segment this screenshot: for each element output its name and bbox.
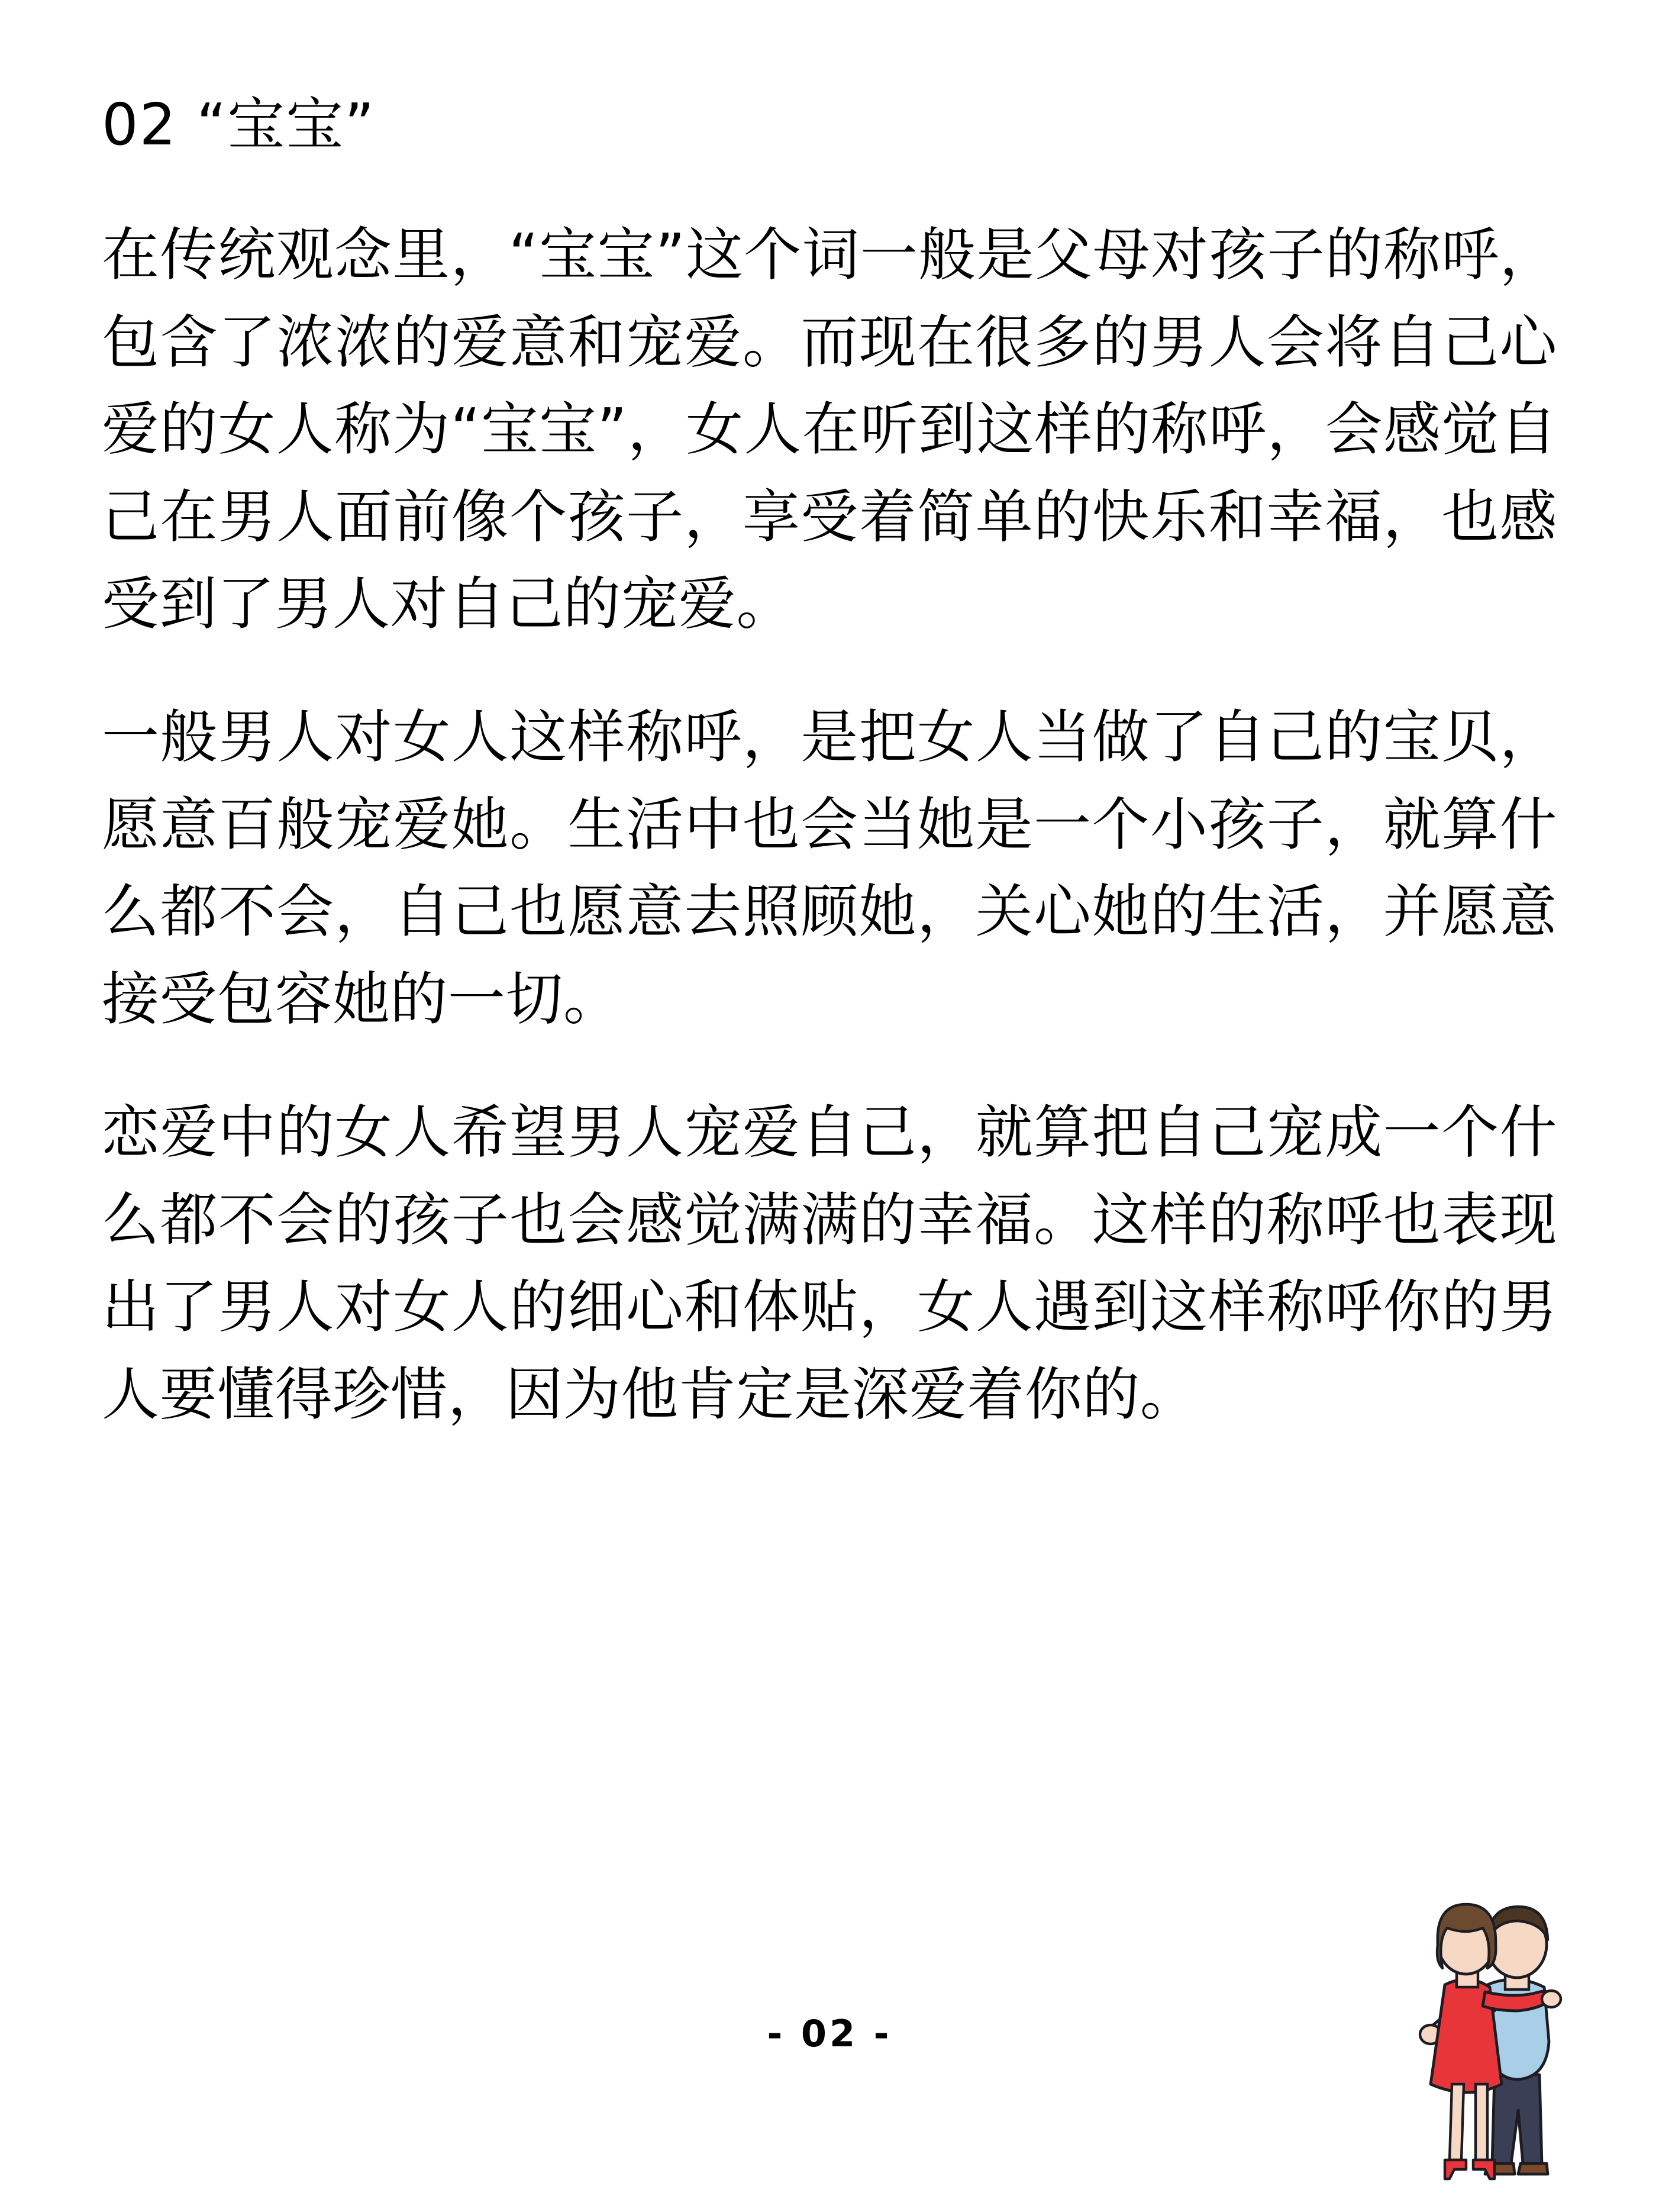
body-paragraph-1: 在传统观念里，“宝宝”这个词一般是父母对孩子的称呼，包含了浓浓的爱意和宠爱。而现在很多的男人会将自己心爱的女人称为“宝宝”，女人在听到这样的称呼，会感觉自己在男人面前像个孩子，享受着简单的快乐和幸福，也感受到了男人对自己的宠爱。	[102, 221, 1557, 637]
page-number: - 02 -	[767, 2012, 892, 2055]
body-paragraph-2: 一般男人对女人这样称呼，是把女人当做了自己的宝贝，愿意百般宠爱她。生活中也会当她是一个小孩子，就算什么都不会，自己也愿意去照顾她，关心她的生活，并愿意接受包容她的一切。	[102, 704, 1557, 1033]
couple-hugging-illustration	[1331, 1876, 1639, 2195]
page-title: 02 “宝宝”	[102, 91, 376, 158]
body-paragraph-3: 恋爱中的女人希望男人宠爱自己，就算把自己宠成一个什么都不会的孩子也会感觉满满的幸福。这样的称呼也表现出了男人对女人的细心和体贴，女人遇到这样称呼你的男人要懂得珍惜，因为他肯定是深爱着你的。	[102, 1099, 1557, 1428]
page-content	[102, 89, 1557, 1438]
